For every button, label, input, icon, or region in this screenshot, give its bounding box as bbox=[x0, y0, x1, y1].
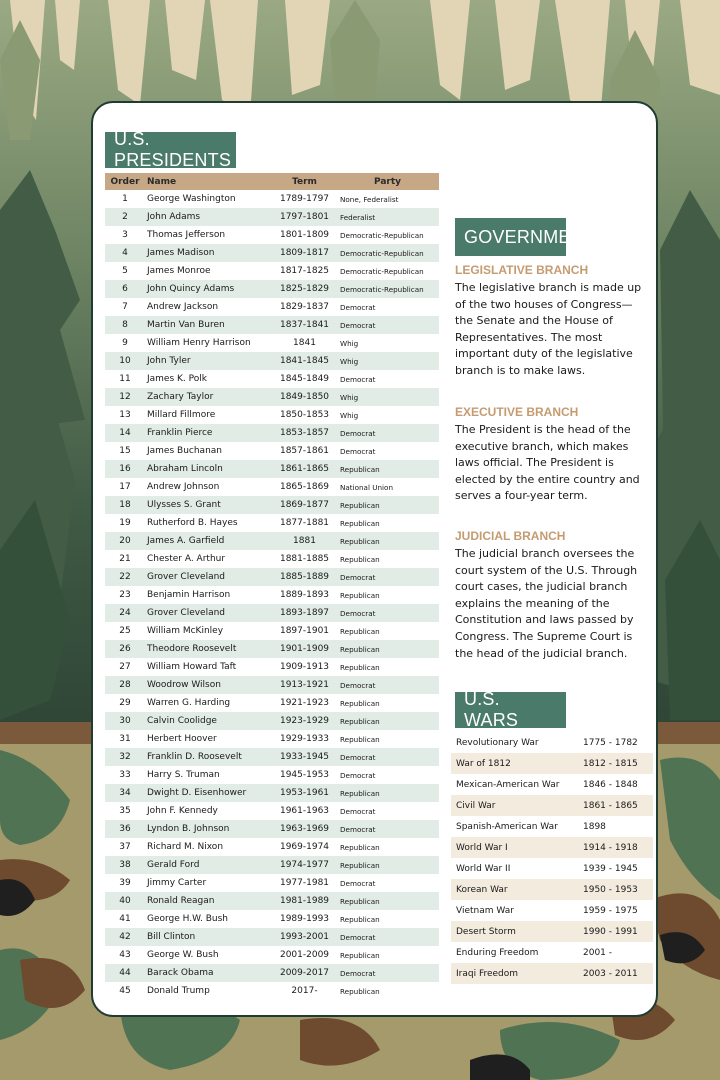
order-cell: 37 bbox=[119, 842, 131, 852]
party-cell: Democrat bbox=[340, 806, 376, 816]
name-cell: Zachary Taylor bbox=[147, 392, 214, 402]
party-cell: Democrat bbox=[340, 680, 376, 690]
name-cell: Dwight D. Eisenhower bbox=[147, 788, 247, 798]
party-cell: Whig bbox=[340, 392, 359, 402]
order-cell: 27 bbox=[119, 662, 131, 672]
party-cell: Democrat bbox=[340, 968, 376, 978]
name-cell: Theodore Roosevelt bbox=[147, 644, 237, 654]
name-cell: John Adams bbox=[147, 212, 201, 222]
name-cell: Warren G. Harding bbox=[147, 698, 231, 708]
table-row bbox=[105, 208, 439, 226]
order-cell: 33 bbox=[119, 770, 131, 780]
order-cell: 15 bbox=[119, 446, 131, 456]
term-cell: 1837-1841 bbox=[279, 320, 330, 330]
table-row bbox=[105, 604, 439, 622]
term-cell: 1974-1977 bbox=[279, 860, 330, 870]
name-cell: Rutherford B. Hayes bbox=[147, 518, 238, 528]
war-years: 2003 - 2011 bbox=[583, 968, 638, 979]
table-row bbox=[105, 802, 439, 820]
executive-text: The President is the head of the executive branch, which makes laws official. The President is elected by the entire country and serves a four-year term. bbox=[455, 423, 640, 503]
order-cell: 16 bbox=[119, 464, 131, 474]
term-cell: 1923-1929 bbox=[279, 716, 330, 726]
party-cell: Democrat bbox=[340, 320, 376, 330]
table-row bbox=[105, 928, 439, 946]
table-row bbox=[105, 784, 439, 802]
party-cell: Republican bbox=[340, 644, 380, 654]
order-cell: 9 bbox=[122, 338, 128, 348]
term-cell: 1909-1913 bbox=[279, 662, 330, 672]
table-row bbox=[105, 892, 439, 910]
table-row bbox=[105, 910, 439, 928]
war-name: Revolutionary War bbox=[456, 737, 539, 748]
name-cell: John Tyler bbox=[147, 356, 191, 366]
table-row bbox=[105, 460, 439, 478]
term-cell: 1829-1837 bbox=[279, 302, 330, 312]
term-cell: 1861-1865 bbox=[279, 464, 330, 474]
term-cell: 1897-1901 bbox=[279, 626, 330, 636]
war-row bbox=[451, 942, 653, 963]
table-row bbox=[105, 856, 439, 874]
order-cell: 28 bbox=[119, 680, 131, 690]
party-cell: Democrat bbox=[340, 374, 376, 384]
term-cell: 1869-1877 bbox=[279, 500, 330, 510]
judicial-section bbox=[455, 529, 650, 662]
order-cell: 7 bbox=[122, 302, 128, 312]
name-cell: Millard Fillmore bbox=[147, 410, 216, 420]
name-cell: Franklin D. Roosevelt bbox=[147, 752, 242, 762]
party-cell: Republican bbox=[340, 662, 380, 672]
order-cell: 11 bbox=[119, 374, 131, 384]
legislative-heading: LEGISLATIVE BRANCH bbox=[455, 263, 589, 277]
order-cell: 44 bbox=[119, 968, 131, 978]
order-cell: 39 bbox=[119, 878, 131, 888]
name-cell: Chester A. Arthur bbox=[147, 554, 226, 564]
table-row bbox=[105, 478, 439, 496]
war-row bbox=[451, 900, 653, 921]
party-cell: Republican bbox=[340, 518, 380, 528]
war-row bbox=[451, 879, 653, 900]
column-header-term: Term bbox=[292, 176, 317, 187]
wars-title bbox=[455, 689, 566, 730]
name-cell: Calvin Coolidge bbox=[147, 716, 217, 726]
name-cell: William McKinley bbox=[147, 626, 224, 636]
name-cell: George H.W. Bush bbox=[147, 914, 228, 924]
table-row bbox=[105, 442, 439, 460]
order-cell: 2 bbox=[122, 212, 128, 222]
war-name: Spanish-American War bbox=[456, 821, 558, 832]
name-cell: James Monroe bbox=[147, 266, 211, 276]
term-cell: 1885-1889 bbox=[279, 572, 330, 582]
war-name: Korean War bbox=[456, 884, 508, 895]
order-cell: 3 bbox=[122, 230, 128, 240]
column-header-name: Name bbox=[147, 176, 177, 187]
term-cell: 1853-1857 bbox=[279, 428, 330, 438]
party-cell: Republican bbox=[340, 464, 380, 474]
table-row bbox=[105, 316, 439, 334]
order-cell: 12 bbox=[119, 392, 131, 402]
order-cell: 23 bbox=[119, 590, 131, 600]
order-cell: 32 bbox=[119, 752, 131, 762]
war-name: War of 1812 bbox=[456, 758, 511, 769]
order-cell: 18 bbox=[119, 500, 131, 510]
party-cell: Republican bbox=[340, 986, 380, 996]
term-cell: 1809-1817 bbox=[279, 248, 330, 258]
term-cell: 1877-1881 bbox=[279, 518, 330, 528]
table-row bbox=[105, 424, 439, 442]
party-cell: Democratic-Republican bbox=[340, 230, 424, 240]
term-cell: 1841 bbox=[293, 338, 316, 348]
party-cell: Democrat bbox=[340, 446, 376, 456]
table-row bbox=[105, 820, 439, 838]
term-cell: 2001-2009 bbox=[279, 950, 330, 960]
table-row bbox=[105, 262, 439, 280]
party-cell: Republican bbox=[340, 716, 380, 726]
party-cell: Democrat bbox=[340, 770, 376, 780]
party-cell: Democrat bbox=[340, 878, 376, 888]
name-cell: Grover Cleveland bbox=[147, 608, 226, 618]
term-cell: 1881 bbox=[293, 536, 316, 546]
wars-title-text: U.S. WARS bbox=[464, 689, 519, 730]
wars-table bbox=[451, 732, 653, 984]
party-cell: Whig bbox=[340, 410, 359, 420]
term-cell: 1933-1945 bbox=[279, 752, 330, 762]
name-cell: Martin Van Buren bbox=[147, 320, 225, 330]
name-cell: James A. Garfield bbox=[147, 536, 225, 546]
order-cell: 13 bbox=[119, 410, 131, 420]
name-cell: Ulysses S. Grant bbox=[147, 500, 221, 510]
name-cell: James K. Polk bbox=[147, 374, 207, 384]
order-cell: 5 bbox=[122, 266, 128, 276]
order-cell: 21 bbox=[119, 554, 131, 564]
war-name: World War I bbox=[456, 842, 508, 853]
war-name: Vietnam War bbox=[456, 905, 514, 916]
column-header-party: Party bbox=[373, 176, 402, 187]
party-cell: Whig bbox=[340, 356, 359, 366]
table-row bbox=[105, 568, 439, 586]
term-cell: 1801-1809 bbox=[279, 230, 330, 240]
name-cell: Andrew Johnson bbox=[147, 482, 220, 492]
order-cell: 24 bbox=[119, 608, 131, 618]
order-cell: 34 bbox=[119, 788, 131, 798]
table-row bbox=[105, 658, 439, 676]
name-cell: Richard M. Nixon bbox=[147, 842, 224, 852]
order-cell: 6 bbox=[122, 284, 128, 294]
table-row bbox=[105, 352, 439, 370]
party-cell: Federalist bbox=[340, 212, 376, 222]
name-cell: Grover Cleveland bbox=[147, 572, 226, 582]
judicial-text: The judicial branch oversees the court system of the U.S. Through court cases, the judicial branch explains the meaning of the Constitution and laws passed by Congress. The Supreme Court is the head of the judicial branch. bbox=[455, 547, 638, 660]
table-row bbox=[105, 244, 439, 262]
term-cell: 1817-1825 bbox=[279, 266, 330, 276]
name-cell: Bill Clinton bbox=[147, 932, 196, 942]
war-name: World War II bbox=[456, 863, 511, 874]
government-title-text: GOVERNMENT bbox=[464, 226, 596, 247]
war-years: 1914 - 1918 bbox=[583, 842, 638, 853]
war-name: Iraqi Freedom bbox=[456, 968, 519, 979]
war-years: 1939 - 1945 bbox=[583, 863, 638, 874]
order-cell: 4 bbox=[122, 248, 128, 258]
table-row bbox=[105, 766, 439, 784]
table-row bbox=[105, 226, 439, 244]
war-years: 1959 - 1975 bbox=[583, 905, 638, 916]
executive-section bbox=[455, 405, 650, 505]
party-cell: Whig bbox=[340, 338, 359, 348]
term-cell: 2017- bbox=[291, 986, 318, 996]
name-cell: Barack Obama bbox=[147, 968, 214, 978]
name-cell: William Henry Harrison bbox=[147, 338, 251, 348]
party-cell: Democratic-Republican bbox=[340, 248, 424, 258]
table-row bbox=[105, 550, 439, 568]
order-cell: 20 bbox=[119, 536, 131, 546]
term-cell: 1881-1885 bbox=[279, 554, 330, 564]
term-cell: 1913-1921 bbox=[279, 680, 330, 690]
order-cell: 25 bbox=[119, 626, 131, 636]
name-cell: George Washington bbox=[147, 194, 236, 204]
term-cell: 1841-1845 bbox=[279, 356, 330, 366]
term-cell: 1945-1953 bbox=[279, 770, 330, 780]
legislative-text: The legislative branch is made up of the two houses of Congress—the Senate and the House of Representatives. The most important duty of the legislative branch is to make laws. bbox=[455, 281, 642, 377]
government-title bbox=[455, 218, 596, 256]
party-cell: Republican bbox=[340, 590, 380, 600]
war-years: 1950 - 1953 bbox=[583, 884, 638, 895]
term-cell: 1981-1989 bbox=[279, 896, 330, 906]
name-cell: John Quincy Adams bbox=[147, 284, 235, 294]
party-cell: Republican bbox=[340, 500, 380, 510]
table-row bbox=[105, 532, 439, 550]
party-cell: Republican bbox=[340, 698, 380, 708]
war-row bbox=[451, 753, 653, 774]
war-name: Desert Storm bbox=[456, 926, 516, 937]
name-cell: Thomas Jefferson bbox=[147, 230, 226, 240]
war-row bbox=[451, 837, 653, 858]
name-cell: Gerald Ford bbox=[147, 860, 200, 870]
party-cell: Republican bbox=[340, 914, 380, 924]
table-row bbox=[105, 370, 439, 388]
war-years: 2001 - bbox=[583, 947, 613, 958]
war-row bbox=[451, 816, 653, 837]
term-cell: 1989-1993 bbox=[279, 914, 330, 924]
table-row bbox=[105, 964, 439, 982]
term-cell: 1797-1801 bbox=[279, 212, 330, 222]
table-row bbox=[105, 334, 439, 352]
order-cell: 26 bbox=[119, 644, 131, 654]
term-cell: 1889-1893 bbox=[279, 590, 330, 600]
name-cell: Harry S. Truman bbox=[147, 770, 220, 780]
war-name: Civil War bbox=[456, 800, 496, 811]
term-cell: 1977-1981 bbox=[279, 878, 330, 888]
table-row bbox=[105, 748, 439, 766]
party-cell: Democrat bbox=[340, 752, 376, 762]
party-cell: Republican bbox=[340, 788, 380, 798]
table-row bbox=[105, 730, 439, 748]
order-cell: 42 bbox=[119, 932, 131, 942]
order-cell: 31 bbox=[119, 734, 131, 744]
name-cell: William Howard Taft bbox=[147, 662, 237, 672]
party-cell: None, Federalist bbox=[340, 194, 399, 204]
party-cell: Democrat bbox=[340, 302, 376, 312]
term-cell: 1901-1909 bbox=[279, 644, 330, 654]
party-cell: Republican bbox=[340, 842, 380, 852]
war-row bbox=[451, 858, 653, 879]
table-row bbox=[105, 586, 439, 604]
judicial-heading: JUDICIAL BRANCH bbox=[455, 529, 566, 543]
party-cell: Republican bbox=[340, 536, 380, 546]
party-cell: Democratic-Republican bbox=[340, 284, 424, 294]
table-header bbox=[105, 173, 439, 190]
term-cell: 1921-1923 bbox=[279, 698, 330, 708]
war-years: 1812 - 1815 bbox=[583, 758, 638, 769]
table-row bbox=[105, 388, 439, 406]
term-cell: 1857-1861 bbox=[279, 446, 330, 456]
name-cell: John F. Kennedy bbox=[147, 806, 218, 816]
term-cell: 1953-1961 bbox=[279, 788, 330, 798]
table-row bbox=[105, 496, 439, 514]
name-cell: Lyndon B. Johnson bbox=[147, 824, 230, 834]
table-row bbox=[105, 622, 439, 640]
order-cell: 29 bbox=[119, 698, 131, 708]
name-cell: Franklin Pierce bbox=[147, 428, 213, 438]
presidents-title bbox=[105, 129, 236, 170]
info-card bbox=[91, 101, 658, 1017]
party-cell: Republican bbox=[340, 896, 380, 906]
table-row bbox=[105, 838, 439, 856]
term-cell: 1961-1963 bbox=[279, 806, 330, 816]
term-cell: 1825-1829 bbox=[279, 284, 330, 294]
order-cell: 35 bbox=[119, 806, 131, 816]
name-cell: Andrew Jackson bbox=[147, 302, 219, 312]
order-cell: 14 bbox=[119, 428, 131, 438]
war-row bbox=[451, 795, 653, 816]
term-cell: 1929-1933 bbox=[279, 734, 330, 744]
party-cell: Democrat bbox=[340, 572, 376, 582]
order-cell: 1 bbox=[122, 194, 128, 204]
table-row bbox=[105, 676, 439, 694]
party-cell: National Union bbox=[340, 482, 394, 492]
table-row bbox=[105, 640, 439, 658]
name-cell: James Madison bbox=[147, 248, 215, 258]
table-row bbox=[105, 514, 439, 532]
party-cell: Republican bbox=[340, 626, 380, 636]
term-cell: 1849-1850 bbox=[279, 392, 330, 402]
order-cell: 36 bbox=[119, 824, 131, 834]
war-years: 1990 - 1991 bbox=[583, 926, 638, 937]
name-cell: Donald Trump bbox=[147, 986, 210, 996]
name-cell: James Buchanan bbox=[147, 446, 222, 456]
party-cell: Democrat bbox=[340, 824, 376, 834]
order-cell: 30 bbox=[119, 716, 131, 726]
term-cell: 1789-1797 bbox=[279, 194, 330, 204]
name-cell: Herbert Hoover bbox=[147, 734, 217, 744]
party-cell: Republican bbox=[340, 734, 380, 744]
order-cell: 41 bbox=[119, 914, 131, 924]
table-row bbox=[105, 712, 439, 730]
term-cell: 1845-1849 bbox=[279, 374, 330, 384]
war-row bbox=[451, 963, 653, 984]
executive-heading: EXECUTIVE BRANCH bbox=[455, 405, 579, 419]
name-cell: George W. Bush bbox=[147, 950, 219, 960]
order-cell: 40 bbox=[119, 896, 131, 906]
name-cell: Benjamin Harrison bbox=[147, 590, 231, 600]
party-cell: Republican bbox=[340, 950, 380, 960]
term-cell: 2009-2017 bbox=[279, 968, 330, 978]
table-row bbox=[105, 982, 439, 1000]
presidents-table bbox=[105, 173, 439, 1000]
order-cell: 19 bbox=[119, 518, 131, 528]
name-cell: Ronald Reagan bbox=[147, 896, 215, 906]
term-cell: 1850-1853 bbox=[279, 410, 330, 420]
table-row bbox=[105, 280, 439, 298]
war-row bbox=[451, 774, 653, 795]
name-cell: Jimmy Carter bbox=[147, 878, 207, 888]
name-cell: Abraham Lincoln bbox=[147, 464, 223, 474]
party-cell: Democrat bbox=[340, 932, 376, 942]
term-cell: 1969-1974 bbox=[279, 842, 330, 852]
war-row bbox=[451, 732, 653, 753]
war-years: 1898 bbox=[583, 821, 606, 832]
presidents-title-text: U.S. PRESIDENTS bbox=[114, 129, 232, 170]
war-years: 1861 - 1865 bbox=[583, 800, 638, 811]
name-cell: Woodrow Wilson bbox=[147, 680, 221, 690]
term-cell: 1893-1897 bbox=[279, 608, 330, 618]
term-cell: 1993-2001 bbox=[279, 932, 330, 942]
order-cell: 38 bbox=[119, 860, 131, 870]
presidents-rows bbox=[105, 190, 439, 1000]
legislative-section bbox=[455, 263, 650, 380]
table-row bbox=[105, 946, 439, 964]
order-cell: 22 bbox=[119, 572, 131, 582]
order-cell: 10 bbox=[119, 356, 131, 366]
war-row bbox=[451, 921, 653, 942]
column-header-order: Order bbox=[110, 176, 140, 187]
order-cell: 43 bbox=[119, 950, 131, 960]
party-cell: Democrat bbox=[340, 428, 376, 438]
war-name: Mexican-American War bbox=[456, 779, 560, 790]
table-row bbox=[105, 298, 439, 316]
order-cell: 17 bbox=[119, 482, 131, 492]
party-cell: Democratic-Republican bbox=[340, 266, 424, 276]
party-cell: Democrat bbox=[340, 608, 376, 618]
table-row bbox=[105, 694, 439, 712]
order-cell: 45 bbox=[119, 986, 131, 996]
war-name: Enduring Freedom bbox=[456, 947, 539, 958]
term-cell: 1963-1969 bbox=[279, 824, 330, 834]
order-cell: 8 bbox=[122, 320, 128, 330]
table-row bbox=[105, 874, 439, 892]
party-cell: Republican bbox=[340, 860, 380, 870]
term-cell: 1865-1869 bbox=[279, 482, 330, 492]
war-years: 1775 - 1782 bbox=[583, 737, 638, 748]
table-row bbox=[105, 406, 439, 424]
war-years: 1846 - 1848 bbox=[583, 779, 638, 790]
table-row bbox=[105, 190, 439, 208]
party-cell: Republican bbox=[340, 554, 380, 564]
